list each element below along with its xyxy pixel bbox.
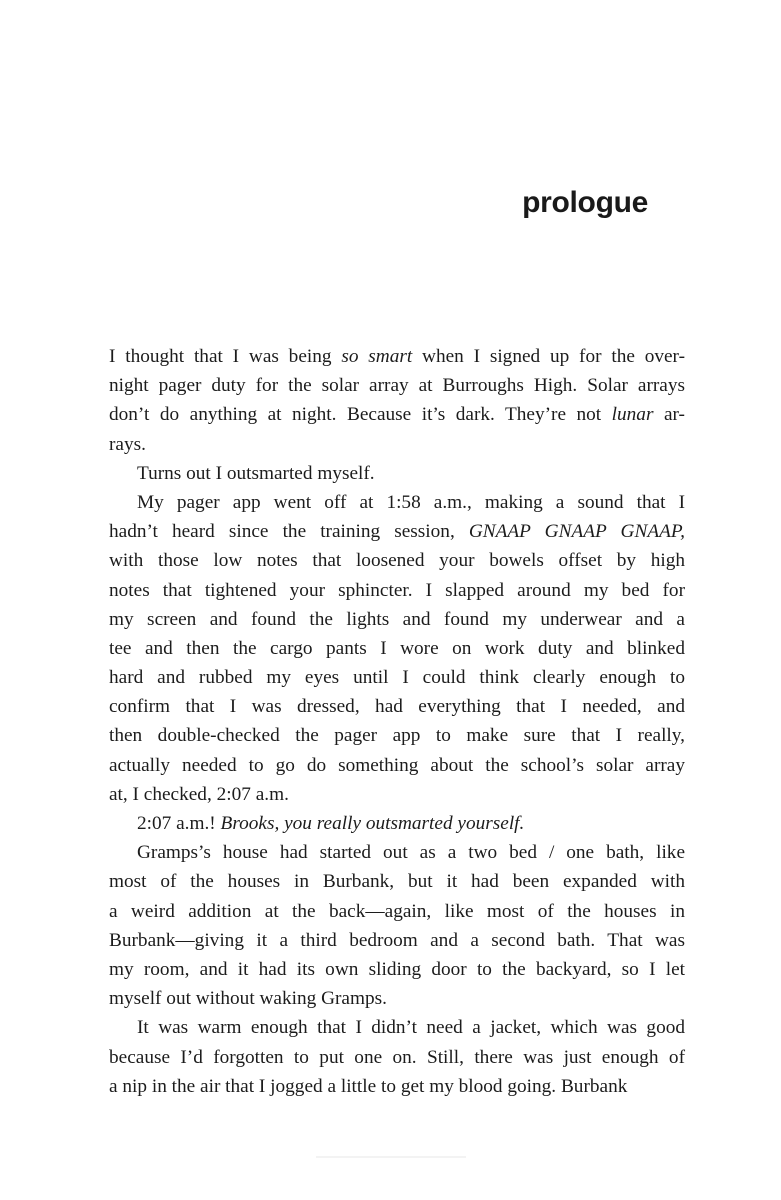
text-run: rays. [109,433,146,455]
text-run: My pager app went off at 1:58 a.m., making a sound that I [137,491,685,513]
paragraph [109,1013,685,1101]
text-line [109,342,685,371]
text-run: ar- [653,404,685,426]
text-line [109,692,685,721]
text-line [109,546,685,575]
text-run: I thought that I was being [109,346,342,367]
text-line [109,400,685,429]
text-line [109,1013,685,1042]
text-run: a nip in the air that I jogged a little to get my blood going. Burbank [109,1075,628,1097]
text-run: then double-checked the pager app to make sure that I really, [109,725,685,747]
text-line [109,809,685,838]
body-text [109,342,685,1101]
text-run: Burbank—giving it a third bedroom and a second bath. That was [109,929,685,951]
italic-text: so smart [341,346,413,367]
text-run: hadn’t heard since the training session, [109,521,469,543]
text-line [109,1043,685,1072]
text-run: because I’d forgotten to put one on. Still, there was just enough of [109,1046,685,1068]
text-line [109,838,685,867]
text-line [109,751,685,780]
text-line [109,1072,685,1101]
footer-mark [316,1156,466,1158]
text-line [109,430,685,459]
paragraph [109,809,685,838]
text-line [109,780,685,809]
text-run: actually needed to go do something about the school’s solar array [109,754,685,776]
italic-text: GNAAP GNAAP GNAAP, [468,521,685,543]
text-line [109,576,685,605]
text-run: tee and then the cargo pants I wore on work duty and blinked [109,637,685,659]
paragraph [109,342,685,459]
text-line [109,926,685,955]
chapter-title: prologue [522,186,648,219]
italic-text: lunar [611,404,654,426]
text-line [109,459,685,488]
text-line [109,984,685,1013]
text-run: confirm that I was dressed, had everything that I needed, and [109,696,685,718]
text-line [109,371,685,400]
text-run: myself out without waking Gramps. [109,988,387,1010]
text-line [109,517,685,546]
text-run: Turns out I outsmarted myself. [137,462,375,484]
paragraph [109,459,685,488]
text-run: It was warm enough that I didn’t need a jacket, which was good [137,1017,685,1039]
text-run: with those low notes that loosened your bowels offset by high [109,550,685,572]
paragraph [109,488,685,809]
text-run: most of the houses in Burbank, but it had been expanded with [109,871,685,893]
text-line [109,867,685,896]
text-line [109,663,685,692]
text-line [109,488,685,517]
text-run: when I signed up for the over- [412,346,685,367]
text-line [109,897,685,926]
text-run: at, I checked, 2:07 a.m. [109,783,289,805]
text-run: night pager duty for the solar array at Burroughs High. Solar arrays [109,375,685,397]
text-run: notes that tightened your sphincter. I slapped around my bed for [109,579,685,601]
text-run: a weird addition at the back—again, like most of the houses in [109,900,685,922]
text-line [109,605,685,634]
text-line [109,955,685,984]
text-run: don’t do anything at night. Because it’s dark. They’re not [109,404,612,426]
text-line [109,721,685,750]
italic-text: Brooks, you really outsmarted yourself. [220,813,525,834]
text-run: my screen and found the lights and found my underwear and a [109,608,685,630]
text-run: my room, and it had its own sliding door to the backyard, so I let [109,958,685,980]
paragraph [109,838,685,1013]
text-run: Gramps’s house had started out as a two bed / one bath, like [137,842,685,864]
text-run: hard and rubbed my eyes until I could think clearly enough to [109,667,685,689]
text-line [109,634,685,663]
text-run: 2:07 a.m.! [137,813,221,834]
